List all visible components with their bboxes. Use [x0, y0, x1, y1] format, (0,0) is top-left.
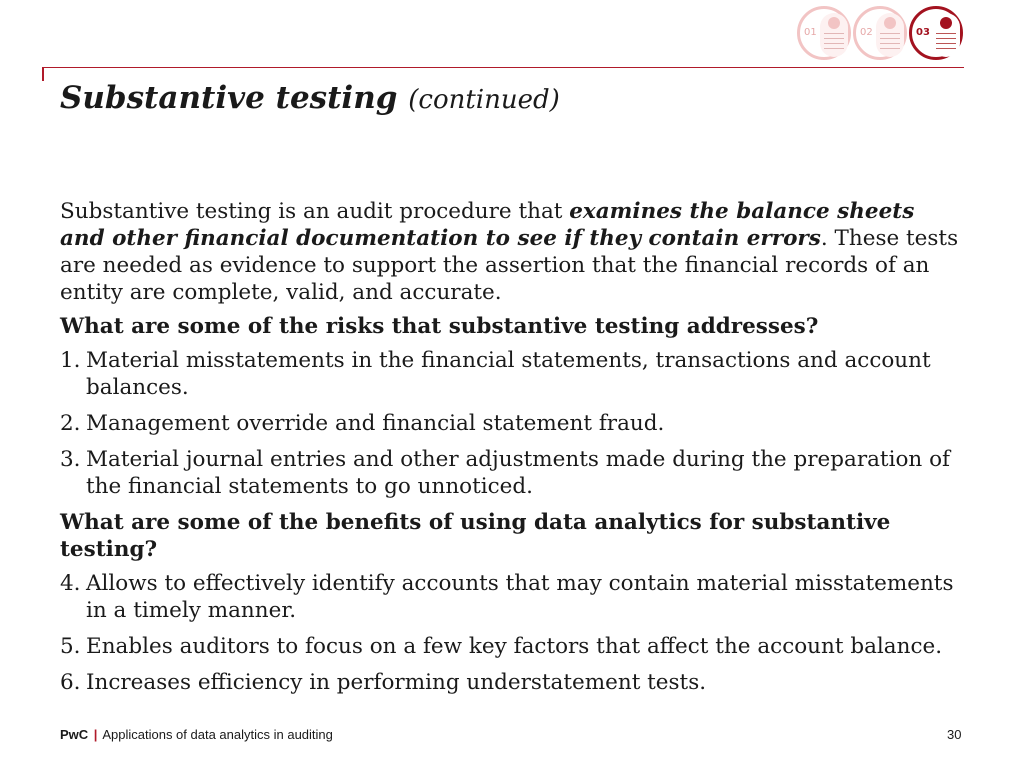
page-number: 30: [947, 727, 962, 742]
step-icon: [884, 17, 896, 29]
header-divider-tick: [42, 67, 44, 81]
list-item: 1. Material misstatements in the financial statements, transactions and account balances.: [60, 348, 931, 400]
step-thumbnail: [876, 13, 904, 57]
benefits-list: [60, 570, 960, 696]
step-icon: [828, 17, 840, 29]
progress-step-1: [797, 6, 851, 60]
list-item: 4. Allows to effectively identify accounts that may contain material misstatements in a timely manner.: [60, 571, 954, 623]
progress-step-number: 03: [916, 27, 930, 38]
document-icon: [940, 17, 952, 29]
title-main: Substantive testing: [60, 80, 398, 116]
footer-brand: PwC: [60, 727, 89, 742]
intro-emphasis: examines the balance sheets and other financial documentation to see if they contain errors: [60, 199, 915, 251]
header-divider: [42, 67, 964, 68]
progress-step-2: [853, 6, 907, 60]
list-item: 2. Management override and financial statement fraud.: [60, 411, 665, 436]
list-item: 6. Increases efficiency in performing understatement tests.: [60, 670, 707, 695]
benefits-question: What are some of the benefits of using data analytics for substantive testing?: [60, 510, 891, 562]
risks-list: [60, 347, 960, 500]
footer: [60, 727, 333, 742]
progress-step-3-active: [909, 6, 963, 60]
slide-body: [60, 198, 960, 705]
title-sub: (continued): [408, 85, 560, 115]
step-thumbnail: [820, 13, 848, 57]
progress-step-number: 02: [860, 27, 873, 38]
list-item: 5. Enables auditors to focus on a few key factors that affect the account balance.: [60, 634, 943, 659]
footer-separator: |: [93, 727, 98, 742]
list-item: 3. Material journal entries and other adjustments made during the preparation of the financial statements to go unnoticed.: [60, 447, 950, 499]
progress-step-number: 01: [804, 27, 817, 38]
step-thumbnail: [932, 13, 960, 57]
slide-title: [60, 80, 560, 116]
footer-text: Applications of data analytics in auditing: [102, 727, 333, 742]
risks-question: What are some of the risks that substantive testing addresses?: [60, 314, 819, 339]
intro-paragraph: Substantive testing is an audit procedure that examines the balance sheets and other financial documentation to see if they contain errors. These tests are needed as evidence to support the assertion that the financial records of an entity are complete, valid, and accurate.: [60, 199, 959, 305]
